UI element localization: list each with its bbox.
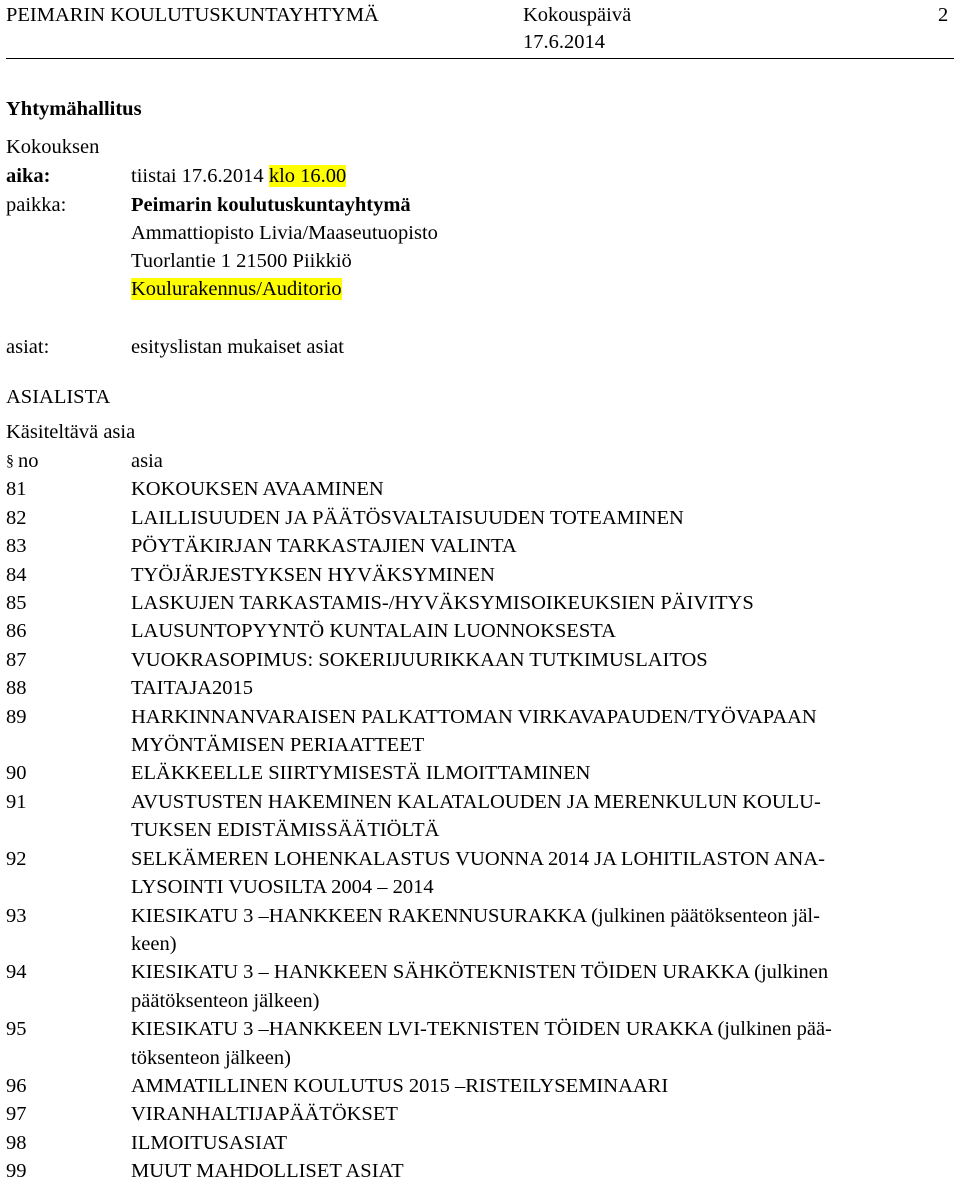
header-organization: PEIMARIN KOULUTUSKUNTAYHTYMÄ (6, 4, 379, 26)
agenda-item-title: VIRANHALTIJAPÄÄTÖKSET (131, 1103, 398, 1126)
agenda-list (6, 447, 954, 1186)
agenda-item (6, 1129, 954, 1157)
agenda-item (6, 589, 954, 617)
agenda-item-title: AMMATILLINEN KOULUTUS 2015 –RISTEILYSEMINAARI (131, 1074, 669, 1097)
agenda-item-number: 85 (6, 592, 27, 615)
agenda-item-number: 97 (6, 1103, 27, 1126)
agenda-item (6, 845, 954, 902)
page-number: 2 (938, 4, 949, 26)
agenda-item-number: 95 (6, 1018, 27, 1041)
agenda-item-title: KIESIKATU 3 –HANKKEEN RAKENNUSURAKKA (julkinen päätöksenteon jäl- (131, 904, 820, 927)
agenda-item-number: 98 (6, 1131, 27, 1154)
agenda-item (6, 958, 954, 1015)
agenda-item (6, 532, 954, 560)
agenda-item-number: 92 (6, 847, 27, 870)
matters-label: asiat: (6, 336, 50, 358)
time-value (131, 163, 346, 190)
agenda-item (6, 561, 954, 589)
agenda-item-title: LYSOINTI VUOSILTA 2004 – 2014 (131, 876, 434, 899)
agenda-item-title: töksenteon jälkeen) (131, 1046, 291, 1069)
place-label: paikka: (6, 194, 67, 216)
agenda-item-number: 88 (6, 677, 27, 700)
agenda-item-title: TUKSEN EDISTÄMISSÄÄTIÖLTÄ (131, 819, 440, 842)
agenda-item-title: MUUT MAHDOLLISET ASIAT (131, 1160, 404, 1183)
agenda-item-title: HARKINNANVARAISEN PALKATTOMAN VIRKAVAPAUDEN/TYÖVAPAAN (131, 705, 817, 728)
agenda-item-number: 86 (6, 620, 27, 643)
agenda-item (6, 788, 954, 845)
agenda-item-number: 94 (6, 961, 27, 984)
agenda-item-title: keen) (131, 932, 177, 955)
agenda-item-title: VUOKRASOPIMUS: SOKERIJUURIKKAAN TUTKIMUSLAITOS (131, 648, 708, 671)
section-symbol: § (6, 453, 14, 470)
agenda-item (6, 1157, 954, 1185)
agenda-item-number: 91 (6, 790, 27, 813)
agenda-item-title: AVUSTUSTEN HAKEMINEN KALATALOUDEN JA MERENKULUN KOULU- (131, 790, 821, 813)
agenda-item-number: 96 (6, 1074, 27, 1097)
agenda-item-number: 84 (6, 563, 27, 586)
header-date: 17.6.2014 (523, 31, 605, 53)
agenda-title: ASIALISTA (6, 386, 111, 408)
place-room: Koulurakennus/Auditorio (131, 278, 342, 300)
meeting-heading: Kokouksen (6, 136, 100, 158)
agenda-item (6, 902, 954, 959)
header-rule (6, 58, 954, 59)
board-name: Yhtymähallitus (6, 98, 142, 120)
agenda-item-title: TAITAJA2015 (131, 677, 253, 700)
agenda-item-title: SELKÄMEREN LOHENKALASTUS VUONNA 2014 JA LOHITILASTON ANA- (131, 847, 825, 870)
agenda-item-title: päätöksenteon jälkeen) (131, 989, 320, 1012)
place-line: Ammattiopisto Livia/Maaseutuopisto (131, 222, 438, 244)
place-line (131, 276, 342, 303)
agenda-item-title: LASKUJEN TARKASTAMIS-/HYVÄKSYMISOIKEUKSIEN PÄIVITYS (131, 592, 754, 615)
agenda-item (6, 1100, 954, 1128)
agenda-item-number: 99 (6, 1160, 27, 1183)
agenda-item-number: 93 (6, 904, 27, 927)
agenda-item (6, 674, 954, 702)
agenda-item (6, 646, 954, 674)
agenda-item-title: KOKOUKSEN AVAAMINEN (131, 478, 384, 501)
agenda-item (6, 617, 954, 645)
agenda-item-number: 82 (6, 506, 27, 529)
agenda-item-number: 90 (6, 762, 27, 785)
time-label: aika: (6, 165, 51, 187)
agenda-item-title: LAUSUNTOPYYNTÖ KUNTALAIN LUONNOKSESTA (131, 620, 616, 643)
agenda-item-title: MYÖNTÄMISEN PERIAATTEET (131, 734, 425, 757)
matters-value: esityslistan mukaiset asiat (131, 336, 344, 358)
column-matter: asia (131, 450, 163, 472)
agenda-item-title: ELÄKKEELLE SIIRTYMISESTÄ ILMOITTAMINEN (131, 762, 591, 785)
agenda-item-title: TYÖJÄRJESTYKSEN HYVÄKSYMINEN (131, 563, 495, 586)
agenda-item (6, 475, 954, 503)
agenda-item-title: KIESIKATU 3 – HANKKEEN SÄHKÖTEKNISTEN TÖIDEN URAKKA (julkinen (131, 961, 829, 984)
place-line: Tuorlantie 1 21500 Piikkiö (131, 250, 352, 272)
agenda-item (6, 1072, 954, 1100)
place-line: Peimarin koulutuskuntayhtymä (131, 194, 411, 216)
agenda-item-number: 89 (6, 705, 27, 728)
agenda-item-number: 83 (6, 535, 27, 558)
time-highlight: klo 16.00 (268, 165, 347, 187)
agenda-column-headers (6, 447, 954, 475)
time-date: tiistai 17.6.2014 (131, 165, 264, 187)
agenda-item-title: LAILLISUUDEN JA PÄÄTÖSVALTAISUUDEN TOTEAMINEN (131, 506, 684, 529)
agenda-item-number: 87 (6, 648, 27, 671)
agenda-item (6, 703, 954, 760)
column-no: § no (6, 447, 39, 476)
agenda-item (6, 1015, 954, 1072)
agenda-item-title: PÖYTÄKIRJAN TARKASTAJIEN VALINTA (131, 535, 517, 558)
agenda-item (6, 759, 954, 787)
agenda-subtitle: Käsiteltävä asia (6, 421, 136, 443)
header-date-label: Kokouspäivä (523, 4, 632, 26)
agenda-item-title: KIESIKATU 3 –HANKKEEN LVI-TEKNISTEN TÖIDEN URAKKA (julkinen pää- (131, 1018, 832, 1041)
agenda-item-title: ILMOITUSASIAT (131, 1131, 288, 1154)
agenda-item (6, 504, 954, 532)
agenda-item-number: 81 (6, 478, 27, 501)
